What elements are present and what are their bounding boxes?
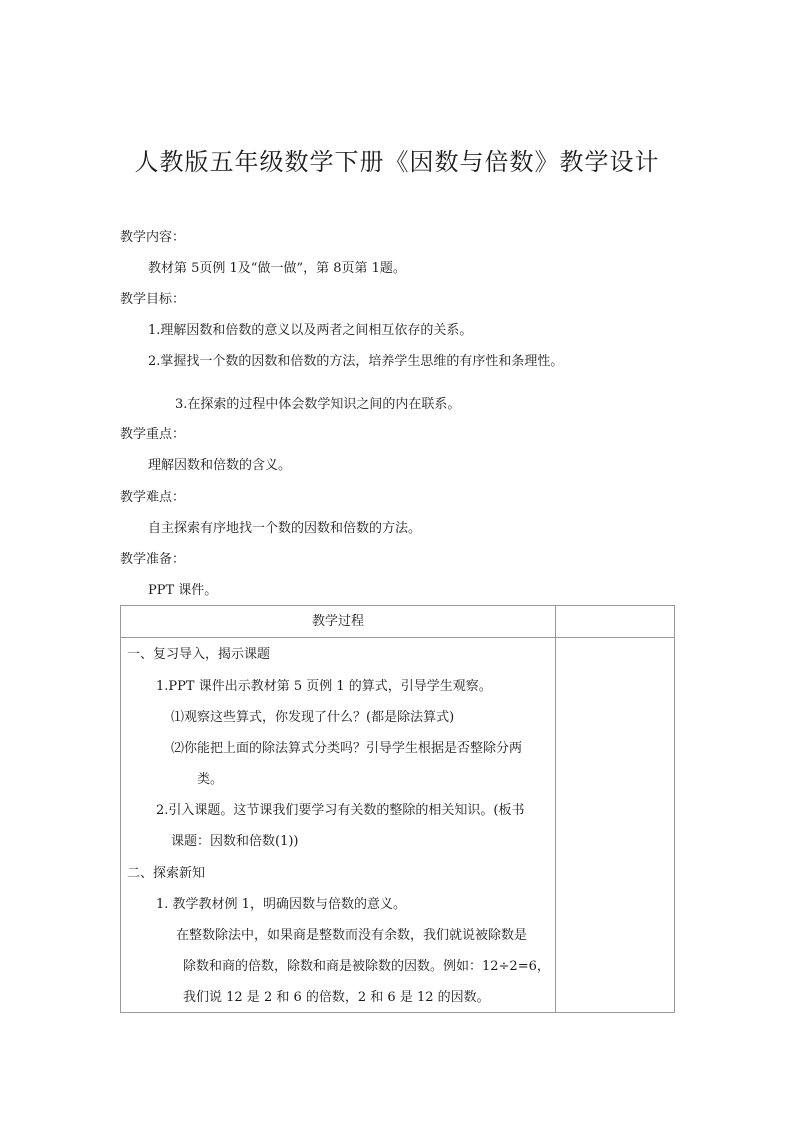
section-2-step-1a: 在整数除法中，如果商是整数而没有余数，我们就说被除数是 [176,928,528,943]
section-1-step-2: 2.引入课题。这节课我们要学习有关数的整除的相关知识。(板书 [156,803,525,818]
goals-label: 教学目标： [120,292,186,307]
teaching-process-table [120,605,675,1013]
table-header-cell: 教学过程 [121,606,556,638]
section-1-heading: 一、复习导入，揭示课题 [127,647,271,662]
section-2-step-1b: 除数和商的倍数，除数和商是被除数的因数。例如：12÷2=6， [183,959,550,974]
key-label: 教学重点： [120,427,186,442]
section-1-step-1b: ⑵你能把上面的除法算式分类吗？引导学生根据是否整除分两 [171,741,523,756]
section-2-step-1: 1. 教学教材例 1，明确因数与倍数的意义。 [156,897,406,912]
section-1-step-2-cont: 课题：因数和倍数(1)) [171,834,299,849]
process-content-cell [121,638,556,1013]
page-title: 人教版五年级数学下册《因数与倍数》教学设计 [134,148,660,176]
table-header-empty-cell [556,606,675,638]
table-header-row [121,606,675,638]
process-notes-cell [556,638,675,1013]
content-label: 教学内容： [120,230,186,245]
difficulty-label: 教学难点： [120,490,186,505]
goal-1: 1.理解因数和倍数的意义以及两者之间相互依存的关系。 [148,323,473,338]
key-text: 理解因数和倍数的含义。 [148,458,292,473]
prep-label: 教学准备： [120,552,186,567]
section-1-step-1: 1.PPT 课件出示教材第 5 页例 1 的算式，引导学生观察。 [156,679,492,694]
section-1-step-1a: ⑴观察这些算式，你发现了什么？(都是除法算式) [171,710,455,725]
content-text: 教材第 5页例 1及“做一做”，第 8页第 1题。 [148,261,406,276]
goal-2: 2.掌握找一个数的因数和倍数的方法，培养学生思维的有序性和条理性。 [148,354,564,369]
prep-text: PPT 课件。 [148,583,218,598]
goal-3: 3.在探索的过程中体会数学知识之间的内在联系。 [175,397,461,412]
section-2-heading: 二、探索新知 [127,866,206,881]
difficulty-text: 自主探索有序地找一个数的因数和倍数的方法。 [148,521,422,536]
section-2-step-1c: 我们说 12 是 2 和 6 的倍数，2 和 6 是 12 的因数。 [183,990,490,1005]
table-body-row [121,638,675,1013]
section-1-step-1b-cont: 类。 [197,772,224,787]
